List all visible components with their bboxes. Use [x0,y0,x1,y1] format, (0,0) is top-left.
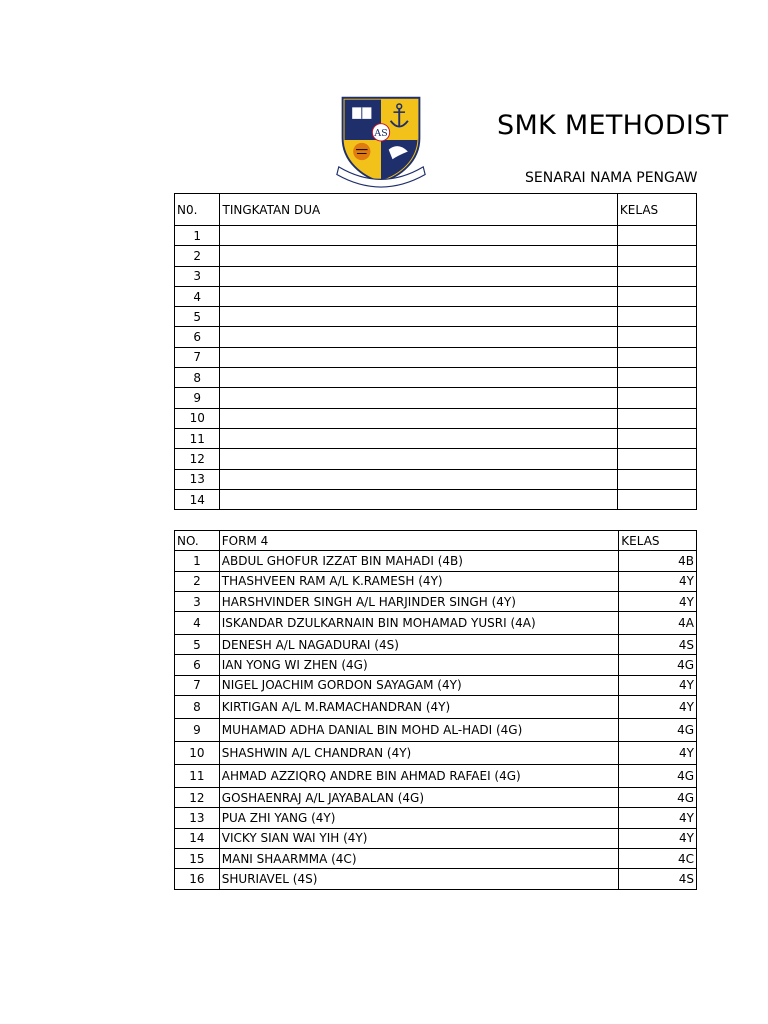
row-name [220,347,617,367]
list-title: SENARAI NAMA PENGAW [525,170,698,186]
row-number: 2 [175,571,220,591]
row-kelas: 4S [619,869,697,889]
row-name: DENESH A/L NAGADURAI (4S) [219,635,619,655]
row-number: 5 [175,635,220,655]
row-kelas [617,408,696,428]
row-name: MANI SHAARMMA (4C) [219,848,619,868]
table-row [175,828,697,848]
table-row [175,307,697,327]
school-name: SMK METHODIST [497,110,729,141]
row-kelas [617,469,696,489]
row-kelas [617,388,696,408]
table-row [175,571,697,591]
row-number: 6 [175,327,220,347]
row-number: 14 [175,828,220,848]
row-number: 7 [175,675,220,695]
row-number: 3 [175,591,220,611]
table-row [175,266,697,286]
table-header-row [175,194,697,226]
row-number: 14 [175,489,220,509]
row-kelas: 4Y [619,828,697,848]
table-row [175,788,697,808]
row-name [220,449,617,469]
row-number: 11 [175,765,220,788]
row-name: ISKANDAR DZULKARNAIN BIN MOHAMAD YUSRI (4A) [219,612,619,635]
header-kelas: KELAS [619,531,697,551]
row-name [220,327,617,347]
row-kelas [617,368,696,388]
row-kelas: 4Y [619,808,697,828]
row-kelas: 4A [619,612,697,635]
table-row [175,808,697,828]
row-number: 1 [175,226,220,246]
row-number: 7 [175,347,220,367]
table-row [175,388,697,408]
row-name: SHURIAVEL (4S) [219,869,619,889]
row-name: KIRTIGAN A/L M.RAMACHANDRAN (4Y) [219,696,619,719]
table-header-row [175,531,697,551]
row-name [220,266,617,286]
row-number: 10 [175,742,220,765]
form4-table [174,530,697,890]
row-number: 5 [175,307,220,327]
table-row [175,246,697,266]
row-number: 10 [175,408,220,428]
table-row [175,742,697,765]
row-name: NIGEL JOACHIM GORDON SAYAGAM (4Y) [219,675,619,695]
row-kelas [617,307,696,327]
row-number: 3 [175,266,220,286]
row-number: 2 [175,246,220,266]
row-name: HARSHVINDER SINGH A/L HARJINDER SINGH (4Y) [219,591,619,611]
row-kelas: 4G [619,719,697,742]
row-name [220,226,617,246]
table-row [175,765,697,788]
row-kelas [617,428,696,448]
table-row [175,719,697,742]
row-kelas [617,226,696,246]
row-kelas [617,286,696,306]
row-kelas: 4G [619,765,697,788]
row-name: THASHVEEN RAM A/L K.RAMESH (4Y) [219,571,619,591]
row-kelas: 4C [619,848,697,868]
table-row [175,675,697,695]
row-name [220,408,617,428]
row-kelas [617,449,696,469]
table-row [175,408,697,428]
row-kelas: 4Y [619,571,697,591]
row-name [220,368,617,388]
row-kelas: 4B [619,551,697,571]
row-name: MUHAMAD ADHA DANIAL BIN MOHD AL-HADI (4G) [219,719,619,742]
row-number: 9 [175,719,220,742]
header-no: NO. [175,531,220,551]
row-kelas: 4Y [619,591,697,611]
row-name [220,428,617,448]
row-number: 15 [175,848,220,868]
row-kelas [617,246,696,266]
table-row [175,591,697,611]
row-kelas: 4G [619,655,697,675]
table-row [175,551,697,571]
row-name [220,388,617,408]
row-number: 13 [175,469,220,489]
row-name [220,469,617,489]
table-row [175,226,697,246]
row-number: 12 [175,449,220,469]
row-name: ABDUL GHOFUR IZZAT BIN MAHADI (4B) [219,551,619,571]
table-row [175,489,697,509]
row-number: 1 [175,551,220,571]
row-kelas [617,489,696,509]
table-row [175,696,697,719]
table-row [175,469,697,489]
row-kelas: 4Y [619,696,697,719]
table-row [175,347,697,367]
header-name: TINGKATAN DUA [220,194,617,226]
table-row [175,327,697,347]
row-kelas: 4G [619,788,697,808]
row-kelas: 4Y [619,742,697,765]
header-kelas: KELAS [617,194,696,226]
header-name: FORM 4 [219,531,619,551]
table-row [175,848,697,868]
row-number: 4 [175,612,220,635]
row-kelas [617,266,696,286]
row-number: 13 [175,808,220,828]
header-no: N0. [175,194,220,226]
row-number: 12 [175,788,220,808]
row-number: 16 [175,869,220,889]
table-row [175,286,697,306]
row-name: VICKY SIAN WAI YIH (4Y) [219,828,619,848]
row-number: 4 [175,286,220,306]
table-row [175,635,697,655]
table-row [175,612,697,635]
row-name [220,307,617,327]
row-name: PUA ZHI YANG (4Y) [219,808,619,828]
svg-text:AS: AS [374,128,388,140]
row-name: IAN YONG WI ZHEN (4G) [219,655,619,675]
row-name [220,246,617,266]
row-name: AHMAD AZZIQRQ ANDRE BIN AHMAD RAFAEI (4G) [219,765,619,788]
form2-table [174,193,697,510]
row-number: 8 [175,696,220,719]
row-kelas [617,347,696,367]
table-row [175,869,697,889]
row-name [220,489,617,509]
row-name: GOSHAENRAJ A/L JAYABALAN (4G) [219,788,619,808]
table-row [175,449,697,469]
table-row [175,655,697,675]
row-name [220,286,617,306]
table-row [175,368,697,388]
row-number: 8 [175,368,220,388]
row-name: SHASHWIN A/L CHANDRAN (4Y) [219,742,619,765]
row-kelas: 4S [619,635,697,655]
row-number: 9 [175,388,220,408]
row-number: 11 [175,428,220,448]
row-kelas [617,327,696,347]
row-kelas: 4Y [619,675,697,695]
row-number: 6 [175,655,220,675]
table-row [175,428,697,448]
